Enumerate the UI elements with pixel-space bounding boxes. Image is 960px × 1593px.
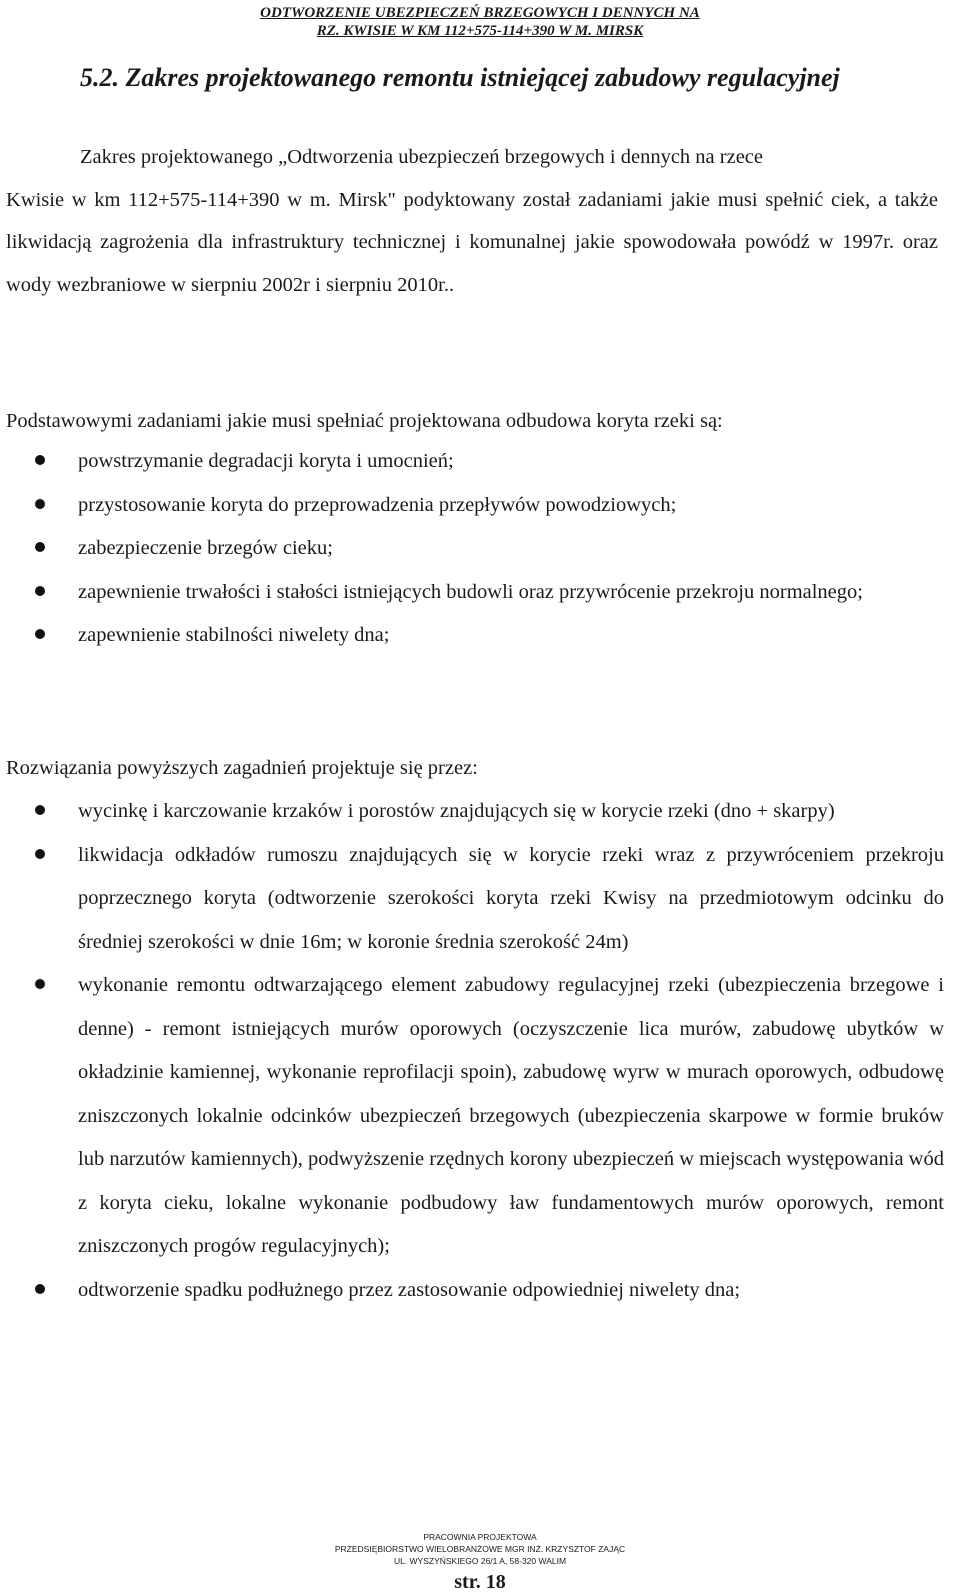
page-number: str. 18 xyxy=(454,1571,506,1593)
intro-rest: Kwisie w km 112+575-114+390 w m. Mirsk" podyktowany został zadaniami jakie musi spełnić ciek, a także likwidacją zagrożenia dla infrastruktury technicznej i komunalnej jakie spowodowała powódź w 1997r. oraz wody wezbraniowe w sierpniu 2002r i sierpniu 2010r.. xyxy=(6,188,938,296)
list-item-text: zabezpieczenie brzegów cieku; xyxy=(78,537,333,559)
bullet-icon xyxy=(35,805,45,815)
bullet-icon xyxy=(35,979,45,989)
footer-line-2: PRZEDSIĘBIORSTWO WIELOBRANŻOWE MGR INŻ. KRZYSZTOF ZAJĄC xyxy=(334,1544,626,1554)
bullet-icon xyxy=(35,542,45,552)
list-item xyxy=(0,964,944,1269)
document-header xyxy=(0,4,960,40)
list-item xyxy=(0,614,944,658)
tasks-list xyxy=(0,440,944,658)
list-item-text: zapewnienie trwałości i stałości istniejących budowli oraz przywrócenie przekroju normalnego; xyxy=(78,580,863,603)
list-item-text: zapewnienie stabilności niwelety dna; xyxy=(78,624,390,646)
bullet-icon xyxy=(35,849,45,859)
document-footer xyxy=(0,1531,960,1567)
bullet-icon xyxy=(35,1284,45,1294)
list-item xyxy=(0,834,944,965)
list-item xyxy=(0,571,944,615)
footer-line-1: PRACOWNIA PROJEKTOWA xyxy=(423,1532,537,1542)
bullet-icon xyxy=(35,455,45,465)
tasks-lead: Podstawowymi zadaniami jakie musi spełniać projektowana odbudowa koryta rzeki są: xyxy=(6,410,723,432)
header-line-2: RZ. KWISIE W KM 112+575-114+390 W M. MIRSK xyxy=(316,23,644,39)
list-item-text: odtworzenie spadku podłużnego przez zastosowanie odpowiedniej niwelety dna; xyxy=(78,1278,741,1301)
list-item-text: likwidacja odkładów rumoszu znajdujących się w korycie rzeki wraz z przywróceniem przekroju poprzecznego koryta (odtworzenie szerokości koryta rzeki Kwisy na przedmiotowym odcinku do średniej szerokości w dnie 16m; w koronie średnia szerokość 24m) xyxy=(78,843,944,953)
list-item-text: przystosowanie koryta do przeprowadzenia przepływów powodziowych; xyxy=(78,493,677,516)
bullet-icon xyxy=(35,586,45,596)
list-item xyxy=(0,790,944,834)
intro-paragraph xyxy=(6,136,938,306)
bullet-icon xyxy=(35,629,45,639)
list-item-text: powstrzymanie degradacji koryta i umocnień; xyxy=(78,450,454,472)
bullet-icon xyxy=(35,499,45,509)
list-item-text: wykonanie remontu odtwarzającego element zabudowy regulacyjnej rzeki (ubezpieczenia brzegowe i denne) - remont istniejących murów oporowych (oczyszczenie lica murów, zabudowę ubytków w okładzinie kamiennej, wykonanie reprofilacji spoin), zabudowę wyrw w murach oporowych, odbudowę zniszczonych lokalnie odcinków ubezpieczeń brzegowych (ubezpieczenia skarpowe w formie bruków lub narzutów kamiennych), podwyższenie rzędnych korony ubezpieczeń w miejscach występowania wód z koryta cieku, lokalne wykonanie podbudowy ław fundamentowych murów oporowych, remont zniszczonych progów regulacyjnych); xyxy=(78,974,944,1257)
header-line-1: ODTWORZENIE UBEZPIECZEŃ BRZEGOWYCH I DENNYCH NA xyxy=(260,5,700,21)
list-item xyxy=(0,484,944,528)
solutions-list xyxy=(0,790,944,1312)
solutions-lead: Rozwiązania powyższych zagadnień projektuje się przez: xyxy=(6,757,478,779)
section-title: 5.2. Zakres projektowanego remontu istniejącej zabudowy regulacyjnej xyxy=(80,63,840,92)
list-item xyxy=(0,527,944,571)
list-item xyxy=(0,1269,944,1313)
intro-first-line: Zakres projektowanego „Odtworzenia ubezpieczeń brzegowych i dennych na rzece xyxy=(80,146,763,168)
footer-line-3: UL. WYSZYŃSKIEGO 26/1 A, 58-320 WALIM xyxy=(393,1556,567,1566)
list-item-text: wycinkę i karczowanie krzaków i porostów znajdujących się w korycie rzeki (dno + skarpy) xyxy=(78,800,835,822)
list-item xyxy=(0,440,944,484)
